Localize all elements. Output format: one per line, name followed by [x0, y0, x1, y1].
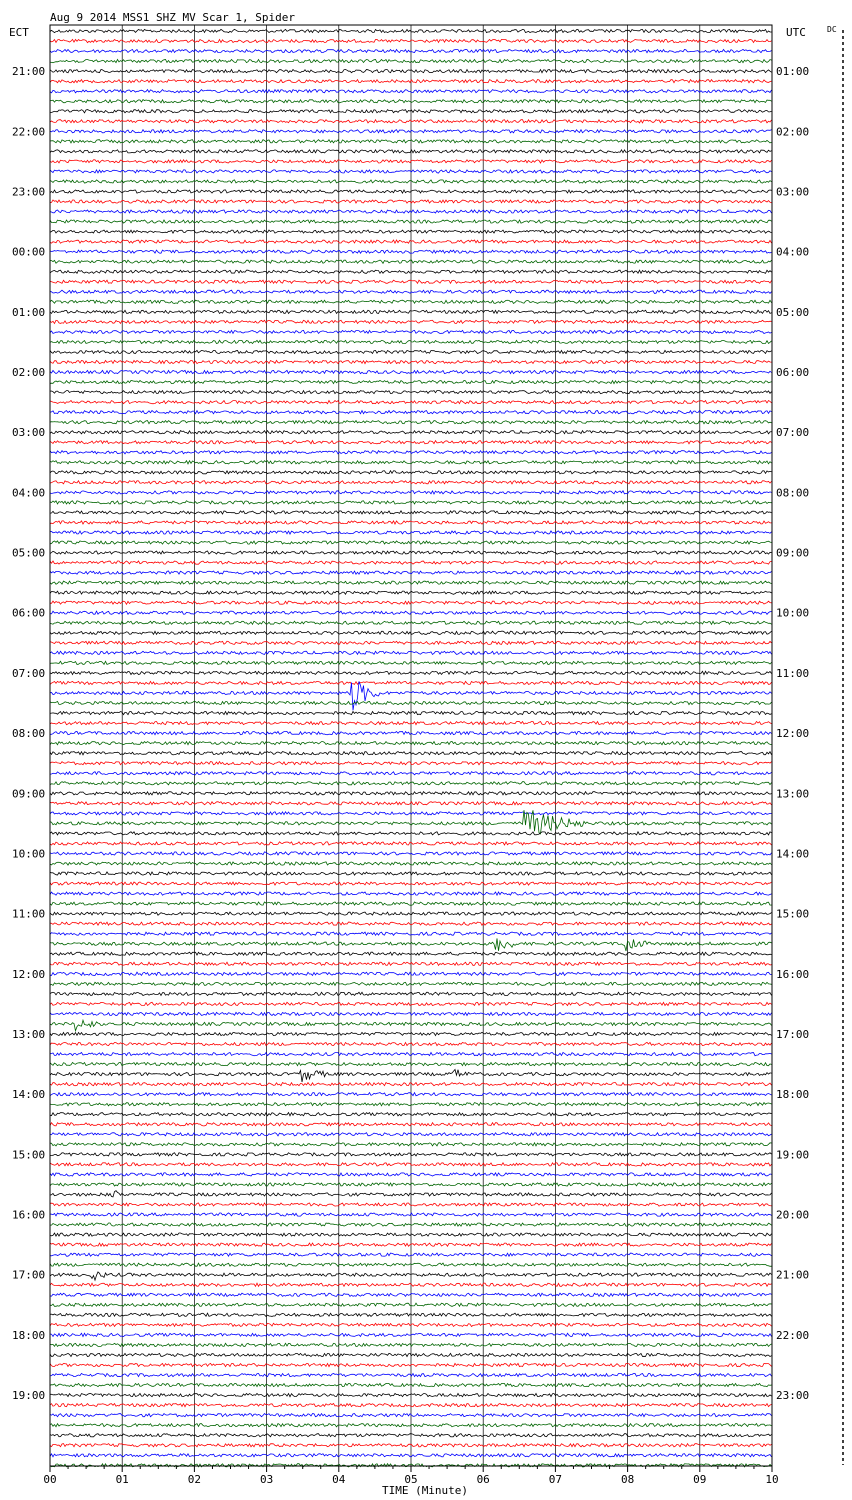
- left-timezone-label: ECT: [9, 26, 29, 39]
- right-hour-label: 06:00: [776, 366, 810, 380]
- x-tick-label: 10: [765, 1473, 779, 1486]
- left-hour-label: 03:00: [12, 426, 46, 440]
- left-hour-label: 09:00: [12, 787, 46, 801]
- x-tick-label: 05: [404, 1473, 418, 1486]
- x-tick-label: 01: [115, 1473, 129, 1486]
- left-hour-label: 01:00: [12, 305, 46, 319]
- right-hour-label: 23:00: [776, 1389, 810, 1403]
- x-tick-label: 04: [332, 1473, 346, 1486]
- left-hour-label: 08:00: [12, 727, 46, 741]
- chart-title: Aug 9 2014 MSS1 SHZ MV Scar 1, Spider: [50, 11, 296, 24]
- x-tick-label: 07: [548, 1473, 563, 1486]
- dc-label: DC: [827, 25, 837, 34]
- x-tick-label: 03: [259, 1473, 274, 1486]
- right-hour-label: 11:00: [776, 666, 810, 680]
- x-tick-label: 09: [693, 1473, 707, 1486]
- right-hour-label: 21:00: [776, 1268, 810, 1282]
- left-hour-label: 05:00: [12, 546, 46, 560]
- right-hour-label: 07:00: [776, 426, 810, 440]
- left-hour-label: 06:00: [12, 606, 46, 620]
- left-hour-labels: [12, 65, 45, 1402]
- right-hour-label: 18:00: [776, 1088, 810, 1102]
- left-hour-label: 00:00: [12, 245, 46, 259]
- left-hour-label: 17:00: [12, 1268, 46, 1282]
- x-tick-label: 02: [187, 1473, 202, 1486]
- right-hour-label: 04:00: [776, 245, 810, 259]
- left-hour-label: 07:00: [12, 666, 46, 680]
- x-tick-label: 00: [43, 1473, 57, 1486]
- left-hour-label: 14:00: [12, 1088, 46, 1102]
- left-hour-label: 11:00: [12, 907, 46, 921]
- left-hour-label: 16:00: [12, 1208, 46, 1222]
- left-hour-label: 23:00: [12, 185, 46, 199]
- right-hour-label: 01:00: [776, 65, 810, 79]
- left-hour-label: 10:00: [12, 847, 46, 861]
- right-hour-label: 02:00: [776, 125, 810, 139]
- x-tick-label: 08: [620, 1473, 635, 1486]
- right-hour-label: 10:00: [776, 606, 810, 620]
- right-hour-label: 03:00: [776, 185, 810, 199]
- x-axis-label: TIME (Minute): [381, 1484, 469, 1497]
- right-hour-label: 05:00: [776, 305, 810, 319]
- x-tick-label: 06: [476, 1473, 490, 1486]
- left-hour-label: 13:00: [12, 1028, 46, 1041]
- right-timezone-label: UTC: [786, 26, 806, 39]
- right-hour-label: 16:00: [776, 967, 810, 981]
- right-hour-label: 22:00: [776, 1328, 810, 1342]
- left-hour-label: 15:00: [12, 1148, 46, 1162]
- left-hour-label: 18:00: [12, 1328, 46, 1342]
- right-hour-labels: [776, 65, 809, 1402]
- left-hour-label: 22:00: [12, 125, 46, 139]
- right-hour-label: 08:00: [776, 486, 810, 500]
- left-hour-label: 04:00: [12, 486, 46, 500]
- left-hour-label: 21:00: [12, 65, 46, 79]
- right-hour-label: 14:00: [776, 847, 810, 861]
- right-hour-label: 17:00: [776, 1028, 810, 1041]
- right-hour-label: 12:00: [776, 727, 810, 741]
- x-axis-ticks: [43, 1466, 778, 1486]
- right-hour-label: 15:00: [776, 907, 810, 921]
- left-hour-label: 12:00: [12, 967, 46, 981]
- left-hour-label: 19:00: [12, 1389, 46, 1403]
- right-hour-label: 09:00: [776, 546, 810, 560]
- left-hour-label: 02:00: [12, 366, 46, 380]
- right-hour-label: 13:00: [776, 787, 810, 801]
- right-hour-label: 19:00: [776, 1148, 810, 1162]
- right-hour-label: 20:00: [776, 1208, 810, 1222]
